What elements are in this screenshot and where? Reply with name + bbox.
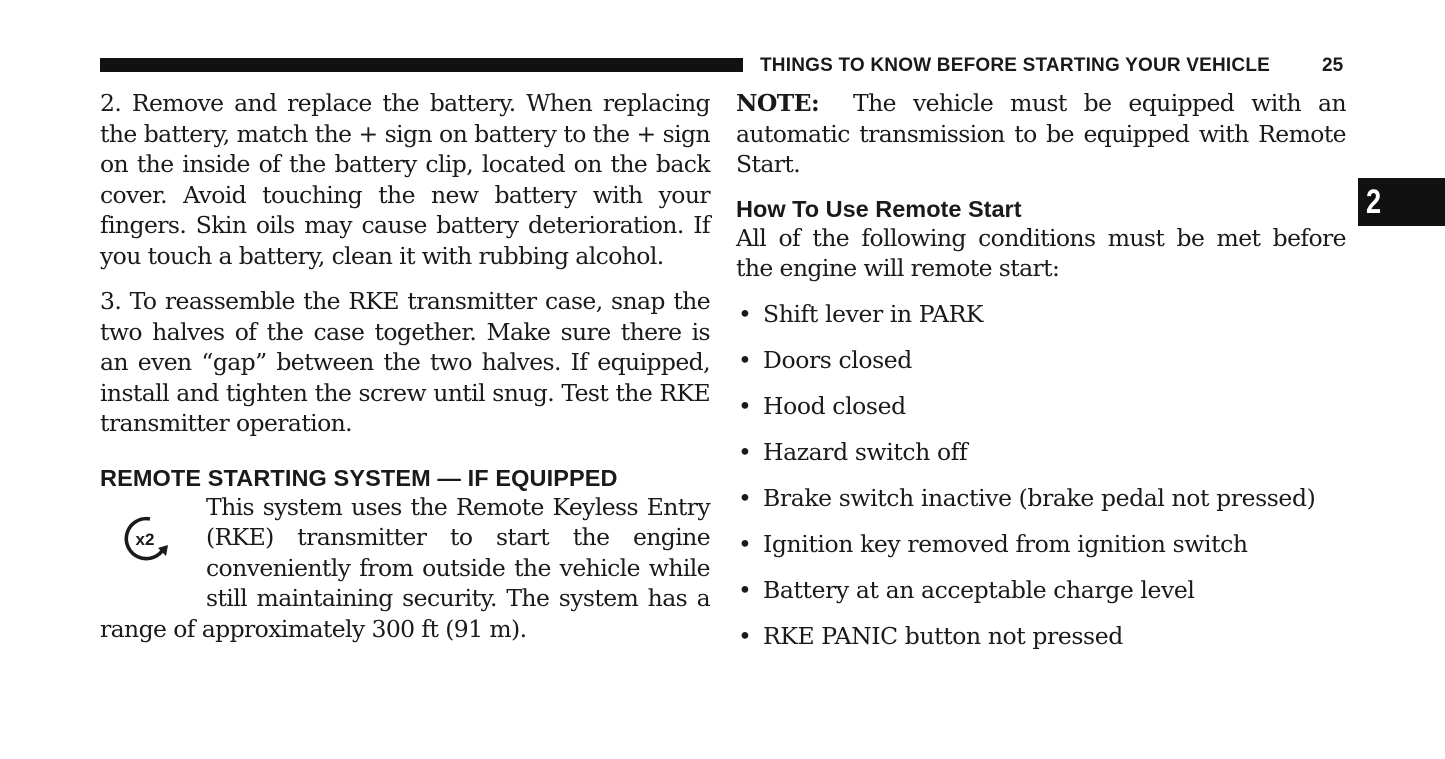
list-item: • Ignition key removed from ignition switch xyxy=(738,529,1248,558)
remote-start-icon xyxy=(100,492,206,612)
chapter-tab xyxy=(1358,178,1445,226)
remote-icon-label: x2 xyxy=(135,529,155,549)
bullet-icon: • xyxy=(738,299,752,328)
list-item: • Hood closed xyxy=(738,391,906,420)
right-column xyxy=(736,88,1346,667)
header-rule xyxy=(100,58,743,72)
bullet-icon: • xyxy=(738,483,752,512)
list-item: • Brake switch inactive (brake pedal not pressed) xyxy=(738,483,1316,512)
page-number: 25 xyxy=(1322,55,1344,76)
chapter-tab-number: 2 xyxy=(1366,183,1382,221)
section-heading: REMOTE STARTING SYSTEM — IF EQUIPPED xyxy=(100,464,618,491)
list-item: • Hazard switch off xyxy=(738,437,968,466)
list-item: • Battery at an acceptable charge level xyxy=(738,575,1195,604)
bullet-icon: • xyxy=(738,437,752,466)
running-header-title: THINGS TO KNOW BEFORE STARTING YOUR VEHICLE xyxy=(760,55,1271,76)
left-column xyxy=(100,88,710,644)
bullet-icon: • xyxy=(738,529,752,558)
list-item: • Doors closed xyxy=(738,345,912,374)
bullet-icon: • xyxy=(738,621,752,650)
conditions-list xyxy=(736,299,1346,652)
note-text: The vehicle must be equipped with an automatic transmission to be equipped with Remote Start. xyxy=(736,89,1346,178)
list-item: • RKE PANIC button not pressed xyxy=(738,621,1123,650)
note-label: NOTE: xyxy=(736,89,820,117)
step-2-paragraph: 2. Remove and replace the battery. When replacing the battery, match the + sign on battery to the + sign on the inside of the battery clip, located on the back cover. Avoid touching the new battery with your fingers. Skin oils may cause battery deterioration. If you touch a battery, clean it with rubbing alcohol. xyxy=(100,89,710,270)
conditions-intro: All of the following conditions must be met before the engine will remote start: xyxy=(736,223,1346,282)
step-3-paragraph: 3. To reassemble the RKE transmitter case, snap the two halves of the case together. Make sure there is an even “gap” between the two halves. If equipped, install and tighten the screw until snug. Test the RKE transmitter operation. xyxy=(100,287,710,437)
bullet-icon: • xyxy=(738,391,752,420)
subheading: How To Use Remote Start xyxy=(736,195,1022,222)
list-item: • Shift lever in PARK xyxy=(738,299,984,328)
note-paragraph xyxy=(736,88,1346,180)
bullet-icon: • xyxy=(738,345,752,374)
bullet-icon: • xyxy=(738,575,752,604)
remote-start-paragraph: This system uses the Remote Keyless Entry (RKE) transmitter to start the engine conveniently from outside the vehicle while still maintaining security. The system has a range of approximately 300 ft (91 m). xyxy=(100,492,710,643)
remote-start-block xyxy=(100,492,710,645)
